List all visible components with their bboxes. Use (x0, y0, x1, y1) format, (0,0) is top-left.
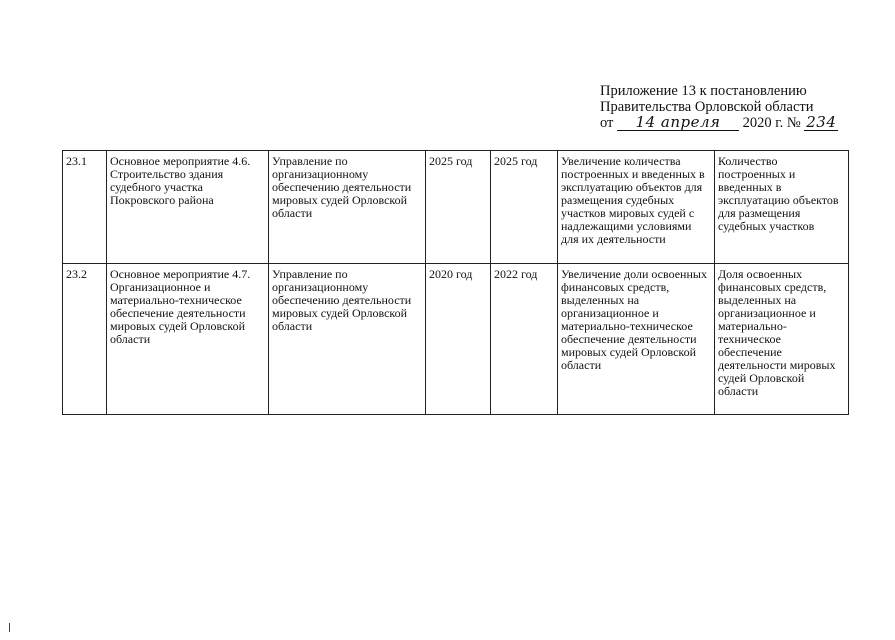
row-number: 23.1 (63, 151, 107, 264)
handwritten-number: 234 (806, 113, 837, 131)
table-row (63, 151, 849, 264)
scan-edge-mark (9, 623, 10, 632)
end-year: 2022 год (491, 264, 558, 415)
expected-result: Увеличение доли освоенных финансовых средств, выделенных на организационное и материально-техническое обеспечение деятельности мировых судей Орловской области (558, 264, 715, 415)
responsible-executor: Управление по организационному обеспечению деятельности мировых судей Орловской области (269, 151, 426, 264)
event-name: Основное мероприятие 4.6. Строительство здания судебного участка Покровского района (107, 151, 269, 264)
table-row (63, 264, 849, 415)
events-table (62, 150, 849, 415)
row-number: 23.2 (63, 264, 107, 415)
year-text: 2020 г. № (742, 115, 801, 131)
appendix-header (600, 83, 850, 131)
expected-result: Увеличение количества построенных и введенных в эксплуатацию объектов для размещения судебных участков мировых судей с надлежащими условиями для их деятельности (558, 151, 715, 264)
date-blank (617, 115, 739, 131)
appendix-date-line (600, 115, 850, 131)
handwritten-date: 14 апреля (635, 113, 721, 131)
appendix-title: Приложение 13 к постановлению (600, 83, 807, 99)
start-year: 2020 год (426, 264, 491, 415)
responsible-executor: Управление по организационному обеспечению деятельности мировых судей Орловской области (269, 264, 426, 415)
end-year: 2025 год (491, 151, 558, 264)
indicator: Количество построенных и введенных в эксплуатацию объектов для размещения судебных участков (715, 151, 849, 264)
appendix-authority: Правительства Орловской области (600, 99, 814, 115)
start-year: 2025 год (426, 151, 491, 264)
date-prefix: от (600, 115, 614, 131)
indicator: Доля освоенных финансовых средств, выделенных на организационное и материально-техническое обеспечение деятельности мировых судей Орловской области (715, 264, 849, 415)
number-blank (804, 115, 838, 131)
event-name: Основное мероприятие 4.7. Организационное и материально-техническое обеспечение деятельности мировых судей Орловской области (107, 264, 269, 415)
